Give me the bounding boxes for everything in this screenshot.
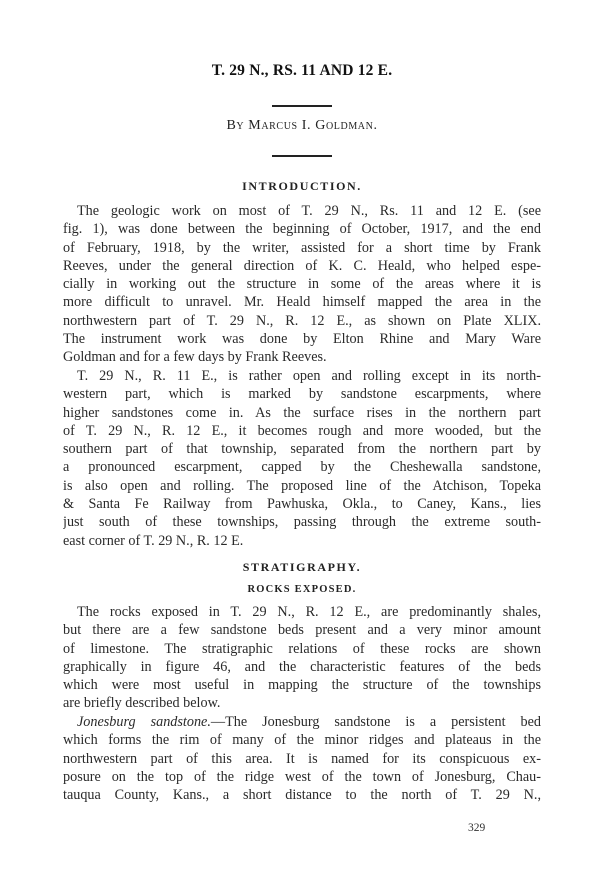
text-line: posure on the top of the ridge west of the town of Jonesburg, Chau- <box>63 768 541 785</box>
text-fragment: —The Jonesburg sandstone is a persistent bed <box>210 714 541 730</box>
text-line: of February, 1918, by the writer, assisted for a short time by Frank <box>63 239 541 256</box>
text-line <box>63 713 541 731</box>
text-line: more difficult to unravel. Mr. Heald himself mapped the area in the <box>63 294 541 311</box>
byline-divider <box>272 155 332 157</box>
text-line: just south of these townships, passing through the extreme south- <box>63 514 541 531</box>
text-line: is also open and rolling. The proposed line of the Atchison, Topeka <box>63 477 541 494</box>
text-line: Goldman and for a few days by Frank Reeves. <box>63 349 327 366</box>
text-line: The instrument work was done by Elton Rhine and Mary Ware <box>63 331 541 348</box>
text-line: east corner of T. 29 N., R. 12 E. <box>63 532 244 549</box>
text-line: of T. 29 N., R. 12 E., it becomes rough and more wooded, but the <box>63 422 541 439</box>
paragraph-intro-1 <box>63 202 541 367</box>
section-heading-introduction: INTRODUCTION. <box>242 179 362 193</box>
text-line: of limestone. The stratigraphic relations of these rocks are shown <box>63 640 541 657</box>
page-number: 329 <box>468 822 486 834</box>
paragraph-intro-2 <box>63 367 541 550</box>
text-line: which were most useful in mapping the structure of the townships <box>63 677 541 694</box>
text-line: higher sandstones come in. As the surface rises in the northern part <box>63 404 541 421</box>
text-line: graphically in figure 46, and the characteristic features of the beds <box>63 658 541 675</box>
text-line: but there are a few sandstone beds present and a very minor amount <box>63 622 541 639</box>
paragraph-strat-1 <box>63 603 541 713</box>
text-line: The geologic work on most of T. 29 N., Rs. 11 and 12 E. (see <box>77 203 541 219</box>
text-line: tauqua County, Kans., a short distance to the north of T. 29 N., <box>63 787 541 804</box>
text-line: & Santa Fe Railway from Pawhuska, Okla., to Caney, Kans., lies <box>63 496 541 513</box>
text-line: are briefly described below. <box>63 695 221 712</box>
section-heading-stratigraphy: STRATIGRAPHY. <box>242 560 362 574</box>
text-line: T. 29 N., R. 11 E., is rather open and rolling except in its north- <box>77 368 541 384</box>
subsection-heading-rocks-exposed: ROCKS EXPOSED. <box>247 584 357 595</box>
text-line: western part, which is marked by sandstone escarpments, where <box>63 386 541 403</box>
text-line: The rocks exposed in T. 29 N., R. 12 E., are predominantly shales, <box>77 604 541 620</box>
text-line: a pronounced escarpment, capped by the Cheshewalla sandstone, <box>63 459 541 476</box>
run-in-heading: Jonesburg sandstone. <box>77 714 211 730</box>
author-byline: By Marcus I. Goldman. <box>226 118 378 133</box>
text-line: fig. 1), was done between the beginning of October, 1917, and the end <box>63 221 541 238</box>
text-line: which forms the rim of many of the minor ridges and plateaus in the <box>63 732 541 749</box>
text-line: southern part of that township, separated from the northern part by <box>63 441 541 458</box>
page-title: T. 29 N., RS. 11 AND 12 E. <box>211 62 393 79</box>
title-divider <box>272 105 332 107</box>
text-line: northwestern part of this area. It is named for its conspicuous ex- <box>63 750 541 767</box>
text-line: cially in working out the structure in some of the areas where it is <box>63 276 541 293</box>
text-line: Reeves, under the general direction of K. C. Heald, who helped espe- <box>63 257 541 274</box>
paragraph-jonesburg <box>63 713 541 804</box>
text-line: northwestern part of T. 29 N., R. 12 E., as shown on Plate XLIX. <box>63 312 541 329</box>
